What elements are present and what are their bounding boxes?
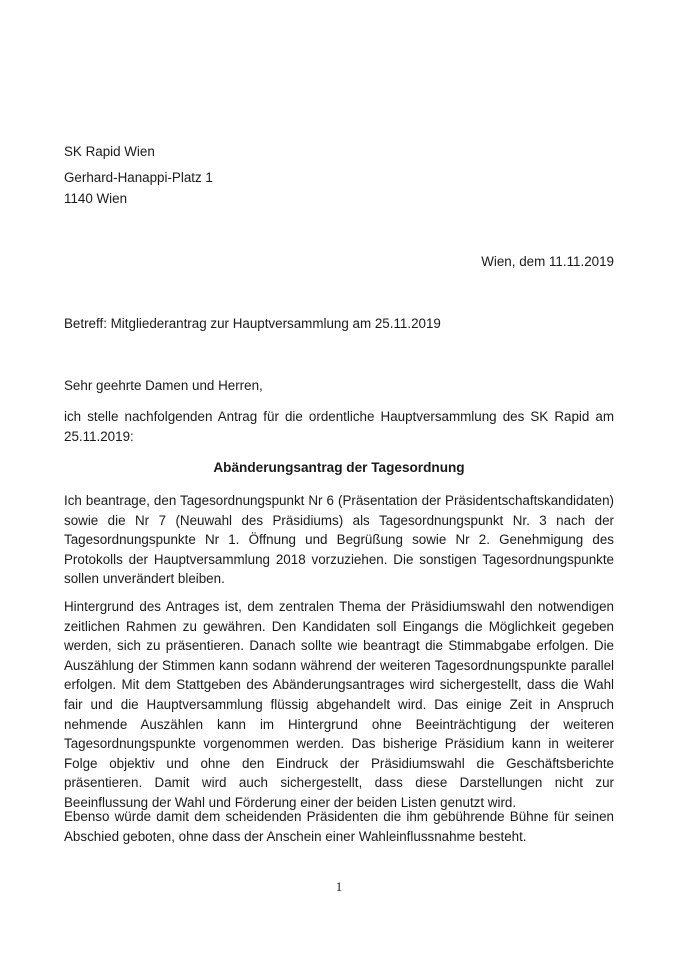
- page-number: 1: [335, 879, 343, 894]
- sender-city: 1140 Wien: [64, 191, 128, 206]
- paragraph-request: Ich beantrage, den Tagesordnungspunkt Nr 6 (Präsentation der Präsidentschaftskandidaten) sowie die Nr 7 (Neuwahl des Präsidiums) als Tagesordnungspunkt Nr. 3 nach der Tagesordnungspunkte Nr 1. Öffnung und Begrüßung sowie Nr 2. Genehmigung des Protokolls der Hauptversammlung 2018 vorzuziehen. Die sonstigen Tagesordnungspunkte sollen unverändert bleiben.: [64, 493, 614, 587]
- date-line: Wien, dem 11.11.2019: [481, 254, 614, 269]
- salutation: Sehr geehrte Damen und Herren,: [64, 378, 263, 393]
- intro-paragraph: ich stelle nachfolgenden Antrag für die ordentliche Hauptversammlung des SK Rapid am 25.11.2019:: [64, 409, 614, 444]
- sender-name: SK Rapid Wien: [64, 144, 155, 159]
- section-heading: Abänderungsantrag der Tagesordnung: [213, 460, 465, 475]
- subject-line: Betreff: Mitgliederantrag zur Hauptversammlung am 25.11.2019: [64, 316, 441, 331]
- paragraph-farewell: Ebenso würde damit dem scheidenden Präsidenten die ihm gebührende Bühne für seinen Abschied geboten, ohne dass der Anschein einer Wahleinflussnahme besteht.: [64, 809, 614, 844]
- paragraph-reason: Hintergrund des Antrages ist, dem zentralen Thema der Präsidiumswahl den notwendigen zeitlichen Rahmen zu gewähren. Den Kandidaten soll Eingangs die Möglichkeit gegeben werden, sich zu präsentieren. Danach sollte wie beantragt die Stimmabgabe erfolgen. Die Auszählung der Stimmen kann sodann während der weiteren Tagesordnungspunkte parallel erfolgen. Mit dem Stattgeben des Abänderungsantrages wird sichergestellt, dass die Wahl fair und die Hauptversammlung flüssig abgehandelt wird. Das einige Zeit in Anspruch nehmende Auszählen kann im Hintergrund ohne Beeinträchtigung der weiteren Tagesordnungspunkte vorgenommen werden. Das bisherige Präsidium kann in weiterer Folge objektiv und ohne den Eindruck der Präsidiumswahl die Geschäftsberichte präsentieren. Damit wird auch sichergestellt, dass diese Darstellungen nicht zur Beeinflussung der Wahl und Förderung einer der beiden Listen genutzt wird.: [64, 599, 614, 810]
- sender-street: Gerhard-Hanappi-Platz 1: [64, 170, 213, 185]
